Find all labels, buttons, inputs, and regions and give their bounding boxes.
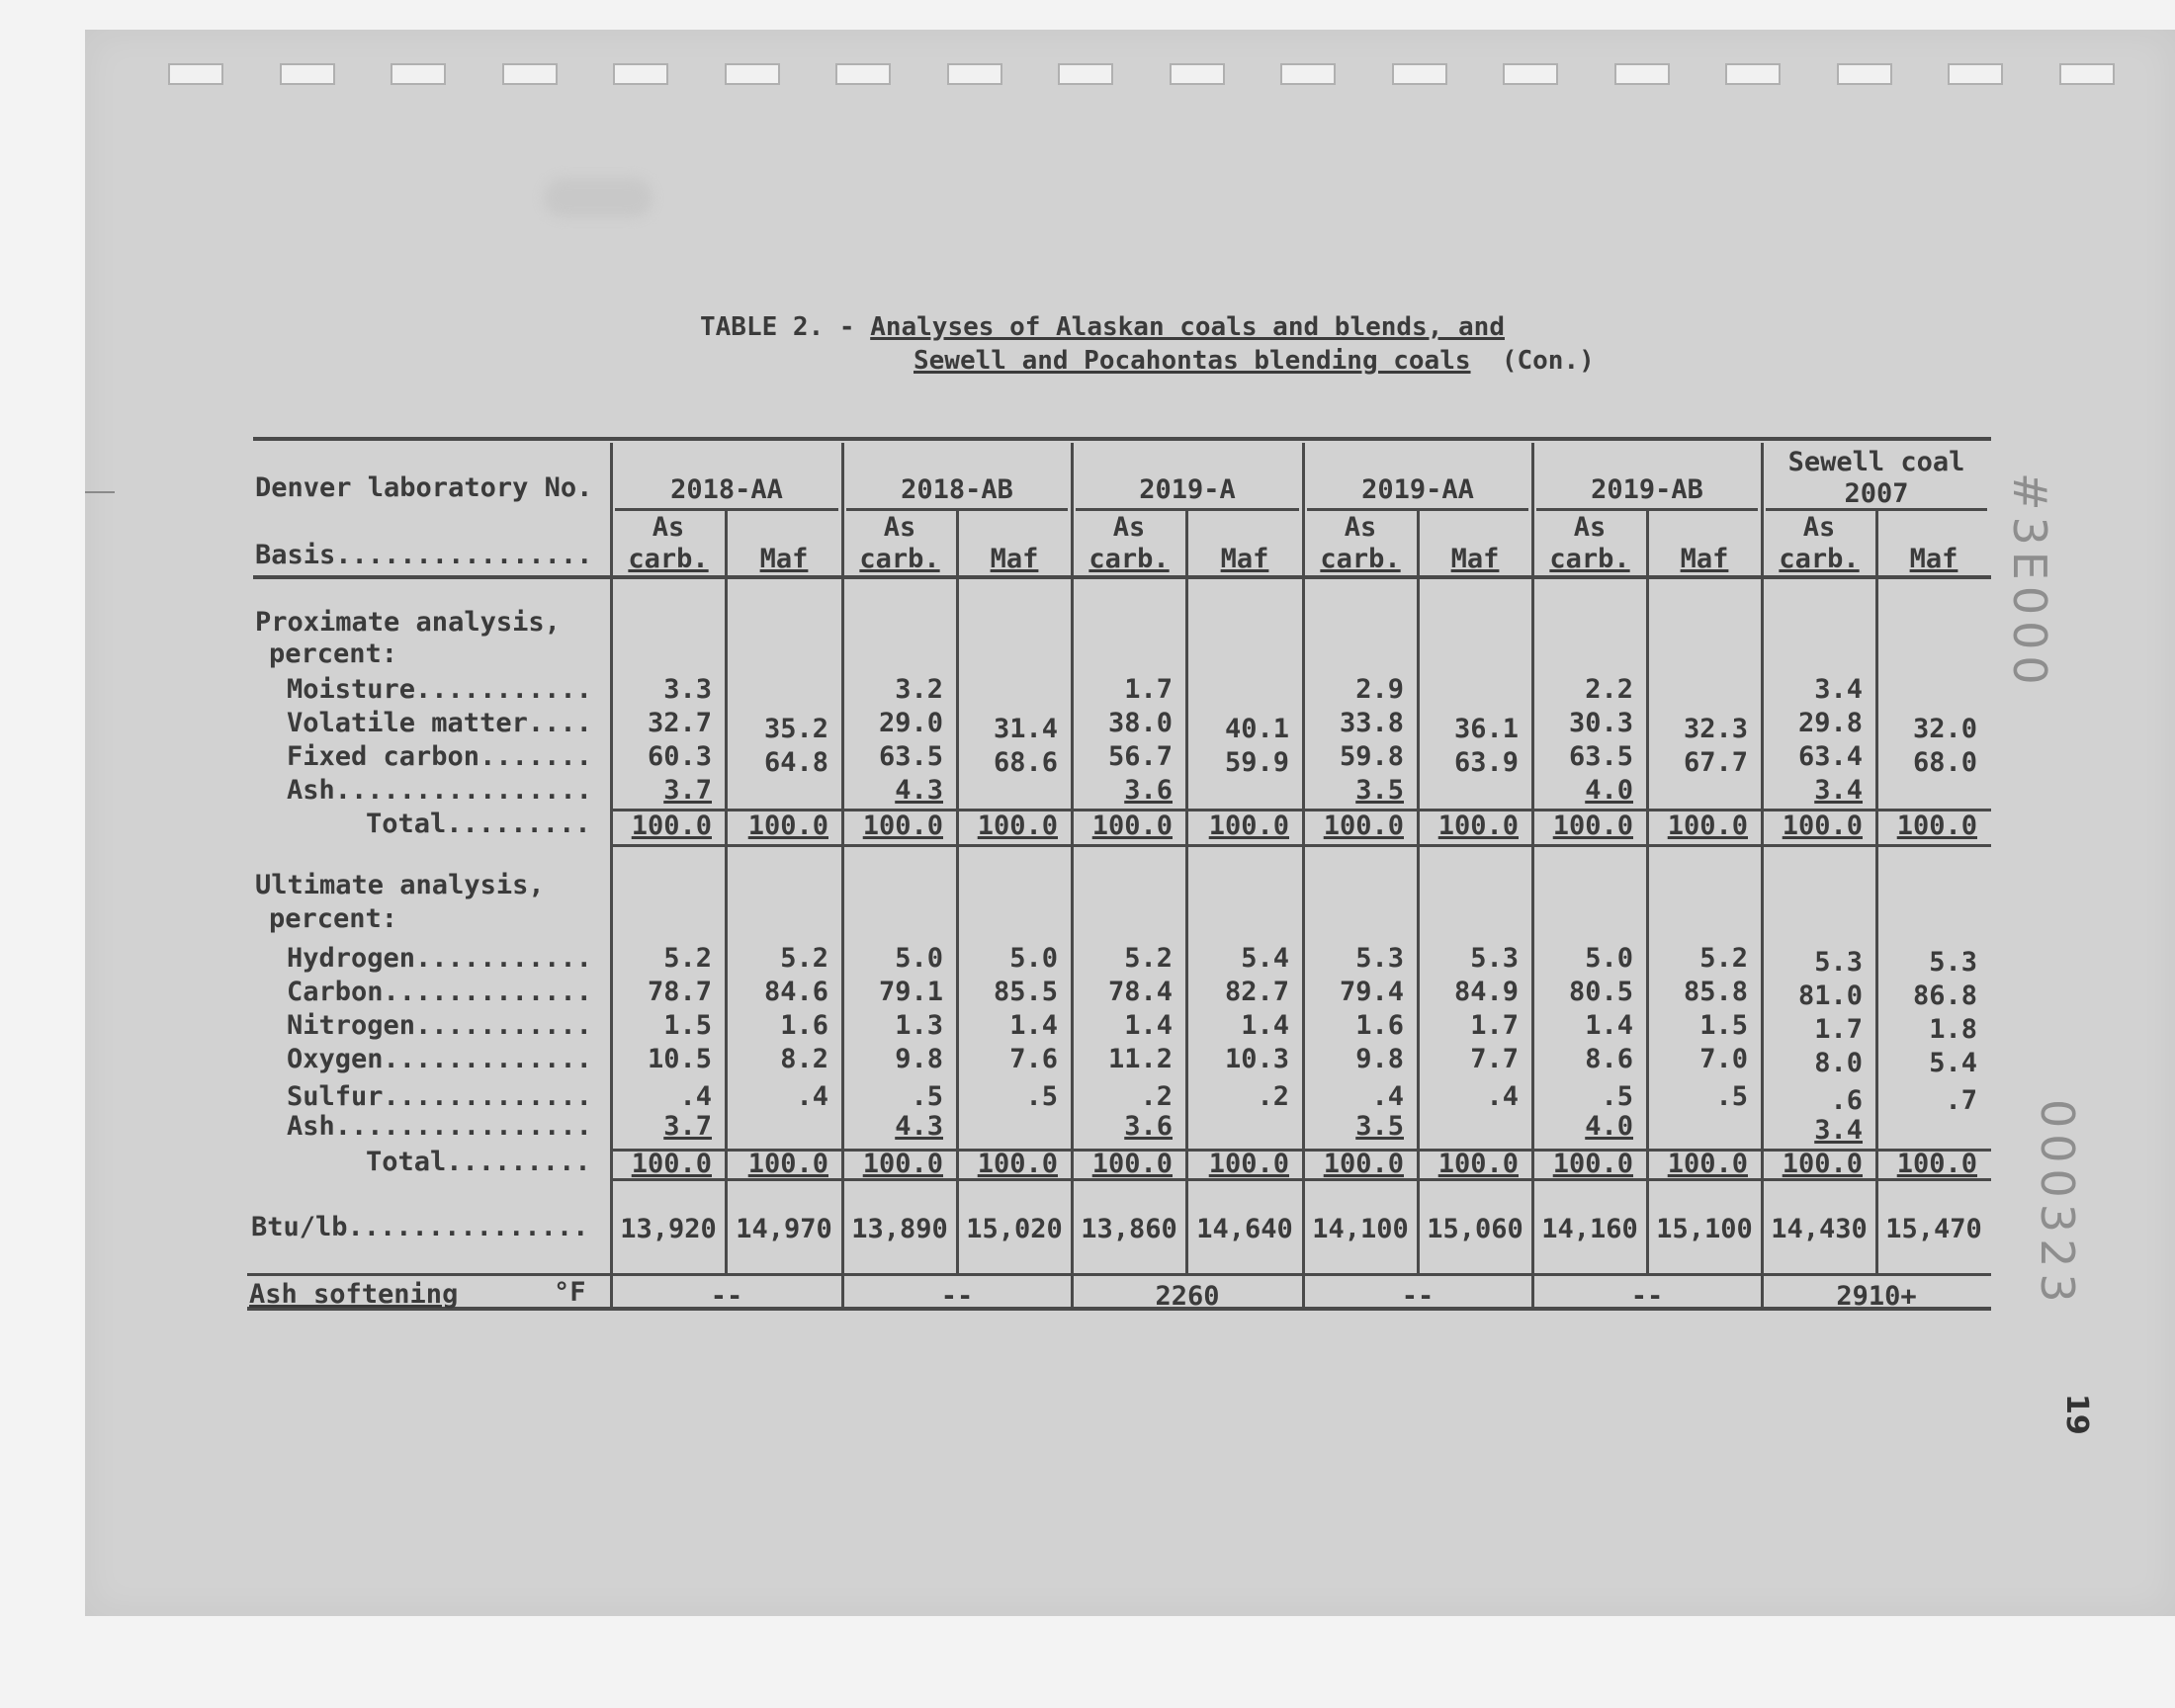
proximate-value: 60.3: [647, 741, 712, 772]
proximate-value: 3.5: [1355, 775, 1404, 806]
btu-value: 15,470: [1885, 1214, 1982, 1244]
table-title-line1: [700, 312, 1505, 342]
proximate-value: 32.0: [1912, 714, 1977, 744]
ultimate-value: .4: [679, 1081, 712, 1112]
proximate-total-value: 100.0: [1782, 811, 1863, 841]
proximate-value: 32.3: [1683, 714, 1748, 744]
btu-label: Btu/lb...............: [251, 1212, 589, 1242]
proximate-value: 3.6: [1124, 775, 1173, 806]
punch-hole: [391, 63, 446, 85]
proximate-value: 56.7: [1107, 741, 1173, 772]
ultimate-value: 5.0: [1009, 943, 1058, 974]
ultimate-total-value: 100.0: [1437, 1149, 1519, 1179]
btu-value: 15,020: [966, 1214, 1063, 1244]
punch-hole: [280, 63, 335, 85]
table-rule: [253, 575, 1991, 579]
ultimate-value: 1.8: [1929, 1014, 1977, 1045]
ultimate-value: 10.3: [1224, 1044, 1289, 1074]
ultimate-subheading: percent:: [269, 903, 398, 934]
proximate-value: 3.7: [663, 775, 712, 806]
proximate-value: 30.3: [1568, 708, 1633, 738]
btu-value: 14,100: [1312, 1214, 1409, 1244]
proximate-row-label: Volatile matter....: [287, 708, 592, 738]
basis-carb: carb.: [1549, 544, 1630, 574]
proximate-value: 68.6: [993, 747, 1058, 778]
ultimate-value: .5: [911, 1081, 943, 1112]
ultimate-total-value: 100.0: [1896, 1149, 1977, 1179]
ultimate-total-value: 100.0: [1208, 1149, 1289, 1179]
ultimate-value: .5: [1025, 1081, 1058, 1112]
proximate-value: 3.2: [895, 674, 943, 705]
table-title-underlined-1: Analyses of Alaskan coals and blends, and: [870, 312, 1505, 342]
punch-hole: [1725, 63, 1781, 85]
basis-as: As: [652, 512, 685, 543]
ultimate-value: 1.7: [1814, 1014, 1863, 1045]
ultimate-value: 81.0: [1797, 981, 1863, 1011]
btu-value: 14,160: [1541, 1214, 1638, 1244]
basis-as: As: [1112, 512, 1146, 543]
ultimate-value: 79.4: [1339, 977, 1404, 1007]
punch-hole: [1058, 63, 1113, 85]
ultimate-value: 85.5: [993, 977, 1058, 1007]
ultimate-value: 3.7: [663, 1111, 712, 1142]
basis-carb: carb.: [628, 544, 709, 574]
ultimate-value: 84.6: [763, 977, 828, 1007]
basis-carb: carb.: [1779, 544, 1860, 574]
proximate-value: 64.8: [763, 747, 828, 778]
proximate-value: 63.5: [878, 741, 943, 772]
ultimate-total-value: 100.0: [631, 1149, 712, 1179]
ultimate-value: 5.2: [663, 943, 712, 974]
proximate-total-value: 100.0: [1896, 811, 1977, 841]
punch-hole: [947, 63, 1002, 85]
proximate-value: 3.4: [1814, 674, 1863, 705]
ultimate-value: 8.6: [1585, 1044, 1633, 1074]
ultimate-value: 78.7: [647, 977, 712, 1007]
ultimate-value: 5.2: [1699, 943, 1748, 974]
ash-softening-value: --: [940, 1281, 974, 1312]
proximate-value: 38.0: [1107, 708, 1173, 738]
punch-hole: [1392, 63, 1447, 85]
ash-softening-unit: °F: [554, 1277, 586, 1308]
group-header: 2018-AB: [901, 474, 1013, 505]
basis-maf: Maf: [990, 544, 1039, 574]
margin-stamp-top: #3E000: [2003, 472, 2056, 691]
punch-hole: [2059, 63, 2115, 85]
proximate-value: 59.9: [1224, 747, 1289, 778]
ultimate-value: 5.3: [1814, 947, 1863, 978]
proximate-value: 29.0: [878, 708, 943, 738]
basis-label: Basis................: [255, 540, 593, 570]
btu-value: 15,060: [1427, 1214, 1523, 1244]
ultimate-value: 1.4: [1124, 1010, 1173, 1041]
ultimate-value: .2: [1140, 1081, 1173, 1112]
basis-maf: Maf: [1680, 544, 1729, 574]
ultimate-value: 3.4: [1814, 1115, 1863, 1146]
proximate-value: 32.7: [647, 708, 712, 738]
proximate-value: 63.9: [1453, 747, 1519, 778]
proximate-total-value: 100.0: [862, 811, 943, 841]
basis-maf: Maf: [759, 544, 809, 574]
group-header: 2019-AA: [1361, 474, 1474, 505]
ultimate-value: 1.6: [780, 1010, 828, 1041]
ultimate-row-label: Oxygen.............: [287, 1044, 592, 1074]
ultimate-value: 1.5: [663, 1010, 712, 1041]
btu-value: 14,970: [736, 1214, 832, 1244]
ultimate-value: .7: [1945, 1085, 1977, 1116]
ash-softening-value: --: [1630, 1281, 1664, 1312]
ultimate-value: 9.8: [895, 1044, 943, 1074]
proximate-value: 63.5: [1568, 741, 1633, 772]
punch-hole: [168, 63, 223, 85]
lab-number-label: Denver laboratory No.: [255, 472, 593, 503]
page-number: 19: [2059, 1394, 2094, 1435]
ash-softening-value: 2260: [1155, 1281, 1220, 1312]
ultimate-total-value: 100.0: [1667, 1149, 1748, 1179]
punch-hole: [835, 63, 891, 85]
btu-value: 14,430: [1771, 1214, 1868, 1244]
ultimate-value: 7.6: [1009, 1044, 1058, 1074]
group-header: 2018-AA: [670, 474, 783, 505]
proximate-value: 3.3: [663, 674, 712, 705]
ultimate-value: 3.5: [1355, 1111, 1404, 1142]
ultimate-row-label: Ash................: [287, 1111, 592, 1142]
proximate-row-label: Moisture...........: [287, 674, 592, 705]
proximate-value: 2.9: [1355, 674, 1404, 705]
ultimate-row-label: Sulfur.............: [287, 1081, 592, 1112]
basis-as: As: [1344, 512, 1377, 543]
edge-mark: [85, 491, 115, 493]
ultimate-value: 5.3: [1355, 943, 1404, 974]
ultimate-value: 11.2: [1107, 1044, 1173, 1074]
smudge: [544, 178, 652, 217]
ultimate-value: 5.3: [1929, 947, 1977, 978]
ultimate-value: 1.4: [1585, 1010, 1633, 1041]
proximate-total-value: 100.0: [1437, 811, 1519, 841]
ultimate-total-value: 100.0: [1552, 1149, 1633, 1179]
basis-carb: carb.: [1088, 544, 1170, 574]
ultimate-value: 1.4: [1241, 1010, 1289, 1041]
ultimate-value: 86.8: [1912, 981, 1977, 1011]
punch-hole: [725, 63, 780, 85]
ultimate-value: .5: [1715, 1081, 1748, 1112]
basis-as: As: [1573, 512, 1607, 543]
ultimate-value: 9.8: [1355, 1044, 1404, 1074]
ultimate-value: 8.2: [780, 1044, 828, 1074]
group-header-sewell: Sewell coal 2007: [1787, 447, 1965, 509]
proximate-value: 40.1: [1224, 714, 1289, 744]
ultimate-value: 4.3: [895, 1111, 943, 1142]
ultimate-total-label: Total.........: [366, 1147, 591, 1177]
basis-maf: Maf: [1909, 544, 1958, 574]
ultimate-value: 5.2: [1124, 943, 1173, 974]
btu-value: 13,860: [1081, 1214, 1177, 1244]
ultimate-value: 1.3: [895, 1010, 943, 1041]
proximate-row-label: Ash................: [287, 775, 592, 806]
proximate-total-value: 100.0: [1552, 811, 1633, 841]
proximate-value: 31.4: [993, 714, 1058, 744]
proximate-total-label: Total.........: [366, 809, 591, 839]
ultimate-value: 84.9: [1453, 977, 1519, 1007]
basis-maf: Maf: [1220, 544, 1269, 574]
proximate-value: 2.2: [1585, 674, 1633, 705]
ultimate-value: .4: [1371, 1081, 1404, 1112]
ultimate-heading: Ultimate analysis,: [255, 870, 545, 900]
basis-carb: carb.: [1320, 544, 1401, 574]
ultimate-value: .4: [796, 1081, 828, 1112]
proximate-value: 63.4: [1797, 741, 1863, 772]
ultimate-value: 5.2: [780, 943, 828, 974]
proximate-total-value: 100.0: [747, 811, 828, 841]
btu-value: 15,100: [1656, 1214, 1753, 1244]
punch-hole: [613, 63, 668, 85]
ultimate-value: 1.7: [1470, 1010, 1519, 1041]
proximate-total-value: 100.0: [1667, 811, 1748, 841]
ultimate-value: 1.6: [1355, 1010, 1404, 1041]
ultimate-value: 4.0: [1585, 1111, 1633, 1142]
ultimate-value: 5.4: [1929, 1048, 1977, 1078]
proximate-value: 3.4: [1814, 775, 1863, 806]
proximate-value: 35.2: [763, 714, 828, 744]
ultimate-value: 1.5: [1699, 1010, 1748, 1041]
ultimate-value: 80.5: [1568, 977, 1633, 1007]
proximate-total-value: 100.0: [631, 811, 712, 841]
ultimate-value: 7.0: [1699, 1044, 1748, 1074]
proximate-value: 68.0: [1912, 747, 1977, 778]
proximate-heading: Proximate analysis,: [255, 607, 561, 638]
ash-softening-label: Ash softening: [249, 1279, 459, 1310]
ultimate-value: 82.7: [1224, 977, 1289, 1007]
proximate-subheading: percent:: [269, 639, 398, 669]
ultimate-total-value: 100.0: [862, 1149, 943, 1179]
ultimate-value: .4: [1486, 1081, 1519, 1112]
punch-hole: [1614, 63, 1670, 85]
ultimate-value: 5.0: [895, 943, 943, 974]
ultimate-value: 7.7: [1470, 1044, 1519, 1074]
ultimate-value: 85.8: [1683, 977, 1748, 1007]
proximate-value: 4.3: [895, 775, 943, 806]
ultimate-total-value: 100.0: [747, 1149, 828, 1179]
table-title-suffix: (Con.): [1501, 346, 1595, 376]
ultimate-value: .6: [1830, 1085, 1863, 1116]
table-title-prefix: TABLE 2. -: [700, 312, 871, 342]
punch-hole: [1170, 63, 1225, 85]
ultimate-total-value: 100.0: [977, 1149, 1058, 1179]
ultimate-value: 78.4: [1107, 977, 1173, 1007]
table-title-underlined-2: Sewell and Pocahontas blending coals: [914, 346, 1471, 376]
proximate-row-label: Fixed carbon.......: [287, 741, 592, 772]
btu-value: 14,640: [1196, 1214, 1293, 1244]
punch-hole: [502, 63, 558, 85]
ultimate-value: 79.1: [878, 977, 943, 1007]
ultimate-row-label: Hydrogen...........: [287, 943, 592, 974]
table-rule: [247, 1273, 1991, 1276]
proximate-total-value: 100.0: [1208, 811, 1289, 841]
basis-maf: Maf: [1450, 544, 1500, 574]
proximate-total-value: 100.0: [1323, 811, 1404, 841]
ultimate-total-value: 100.0: [1323, 1149, 1404, 1179]
ultimate-value: 1.4: [1009, 1010, 1058, 1041]
ultimate-row-label: Carbon.............: [287, 977, 592, 1007]
group-header: 2019-AB: [1591, 474, 1703, 505]
btu-value: 13,890: [851, 1214, 948, 1244]
punch-holes: [168, 63, 2145, 89]
ash-softening-value: --: [1401, 1281, 1435, 1312]
ultimate-total-value: 100.0: [1091, 1149, 1173, 1179]
proximate-value: 29.8: [1797, 708, 1863, 738]
table-title-line2: [914, 346, 1595, 376]
punch-hole: [1837, 63, 1892, 85]
margin-stamp-side: 000323: [2031, 1099, 2084, 1309]
proximate-value: 67.7: [1683, 747, 1748, 778]
punch-hole: [1280, 63, 1336, 85]
table-rule: [611, 844, 1991, 847]
ultimate-value: 3.6: [1124, 1111, 1173, 1142]
ultimate-value: .2: [1257, 1081, 1289, 1112]
proximate-total-value: 100.0: [977, 811, 1058, 841]
basis-carb: carb.: [859, 544, 940, 574]
punch-hole: [1948, 63, 2003, 85]
ultimate-value: 5.0: [1585, 943, 1633, 974]
proximate-value: 1.7: [1124, 674, 1173, 705]
btu-value: 13,920: [620, 1214, 717, 1244]
ultimate-value: 5.4: [1241, 943, 1289, 974]
ultimate-row-label: Nitrogen...........: [287, 1010, 592, 1041]
table-rule: [253, 437, 1991, 441]
proximate-value: 4.0: [1585, 775, 1633, 806]
ultimate-value: 8.0: [1814, 1048, 1863, 1078]
ultimate-value: 10.5: [647, 1044, 712, 1074]
ash-softening-value: --: [710, 1281, 743, 1312]
group-header: 2019-A: [1139, 474, 1236, 505]
proximate-value: 59.8: [1339, 741, 1404, 772]
proximate-value: 33.8: [1339, 708, 1404, 738]
punch-hole: [1503, 63, 1558, 85]
ultimate-value: .5: [1601, 1081, 1633, 1112]
ultimate-total-value: 100.0: [1782, 1149, 1863, 1179]
proximate-total-value: 100.0: [1091, 811, 1173, 841]
basis-as: As: [1802, 512, 1836, 543]
ash-softening-value: 2910+: [1836, 1281, 1917, 1312]
ultimate-value: 5.3: [1470, 943, 1519, 974]
basis-as: As: [883, 512, 916, 543]
proximate-value: 36.1: [1453, 714, 1519, 744]
